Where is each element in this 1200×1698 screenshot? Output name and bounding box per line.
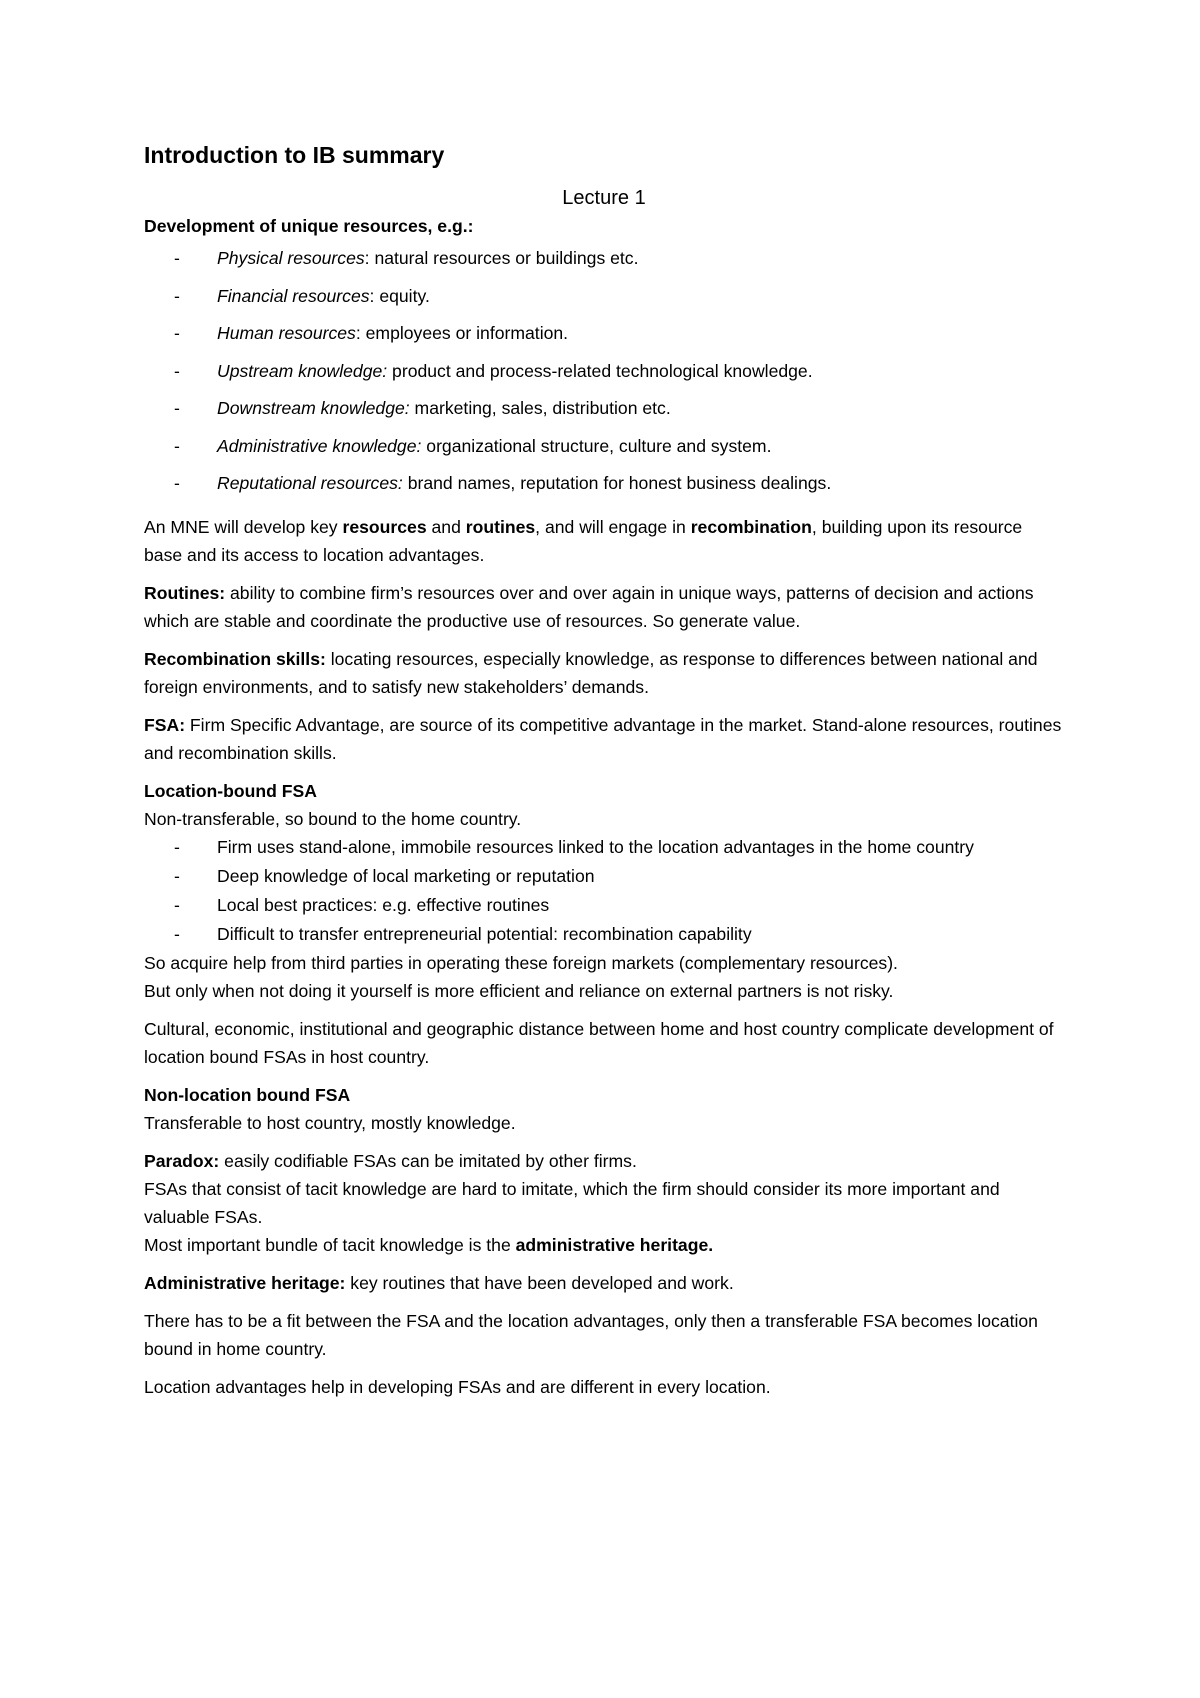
fit-paragraph: There has to be a fit between the FSA and the location advantages, only then a transferable FSA becomes location bound in home country. xyxy=(144,1310,1038,1359)
mne-paragraph: An MNE will develop key resources and routines, and will engage in recombination, building upon its resource base and its access to location advantages. xyxy=(144,516,1023,565)
resource-item: - Reputational resources: brand names, reputation for honest business dealings. xyxy=(144,465,1064,503)
resources-list xyxy=(144,240,1064,503)
cultural-paragraph: Cultural, economic, institutional and geographic distance between home and host country complicate development of location bound FSAs in host country. xyxy=(144,1018,1054,1067)
development-heading: Development of unique resources, e.g.: xyxy=(144,216,474,236)
list-dash: - xyxy=(174,285,180,306)
paradox-line-3: Most important bundle of tacit knowledge is the administrative heritage. xyxy=(144,1234,714,1255)
document-page xyxy=(144,138,1064,1401)
non-location-text: Transferable to host country, mostly knowledge. xyxy=(144,1112,516,1133)
routines-paragraph: Routines: ability to combine firm’s resources over and over again in unique ways, patterns of decision and actions which are stable and coordinate the productive use of resources. So generate value. xyxy=(144,582,1034,631)
location-bound-item: - Deep knowledge of local marketing or reputation xyxy=(144,862,1064,891)
non-location-heading: Non-location bound FSA xyxy=(144,1084,351,1105)
location-bound-after-1: So acquire help from third parties in operating these foreign markets (complementary resources). xyxy=(144,952,898,973)
list-dash: - xyxy=(174,398,180,418)
fsa-paragraph: FSA: Firm Specific Advantage, are source of its competitive advantage in the market. Stand-alone resources, routines and recombination skills. xyxy=(144,714,1062,763)
list-dash: - xyxy=(174,473,180,493)
list-dash: - xyxy=(174,323,180,343)
location-bound-heading: Location-bound FSA xyxy=(144,780,317,801)
location-advantages-paragraph: Location advantages help in developing FSAs and are different in every location. xyxy=(144,1376,771,1397)
location-bound-item: - Firm uses stand-alone, immobile resources linked to the location advantages in the home country xyxy=(144,833,1064,862)
recombination-paragraph: Recombination skills: locating resources, especially knowledge, as response to differences between national and foreign environments, and to satisfy new stakeholders’ demands. xyxy=(144,648,1038,697)
resource-item: - Financial resources: equity. xyxy=(144,278,1064,316)
list-dash: - xyxy=(174,923,180,944)
list-dash: - xyxy=(174,836,180,857)
list-dash: - xyxy=(174,248,180,268)
lecture-heading: Lecture 1 xyxy=(562,187,646,209)
list-dash: - xyxy=(174,435,180,456)
location-bound-after-2: But only when not doing it yourself is more efficient and reliance on external partners is not risky. xyxy=(144,980,894,1001)
paradox-paragraph: Paradox: easily codifiable FSAs can be imitated by other firms. xyxy=(144,1150,637,1171)
resource-item: - Downstream knowledge: marketing, sales, distribution etc. xyxy=(144,390,1064,428)
paradox-line-2: FSAs that consist of tacit knowledge are hard to imitate, which the firm should consider its more important and valuable FSAs. xyxy=(144,1178,1000,1227)
location-bound-item: - Difficult to transfer entrepreneurial potential: recombination capability xyxy=(144,920,1064,949)
document-title: Introduction to IB summary xyxy=(144,142,445,168)
admin-heritage-paragraph: Administrative heritage: key routines that have been developed and work. xyxy=(144,1272,734,1293)
location-bound-item: - Local best practices: e.g. effective routines xyxy=(144,891,1064,920)
list-dash: - xyxy=(174,865,180,886)
list-dash: - xyxy=(174,360,180,381)
location-bound-list xyxy=(144,833,1064,949)
location-bound-intro: Non-transferable, so bound to the home country. xyxy=(144,808,522,829)
list-dash: - xyxy=(174,894,180,915)
resource-item: - Administrative knowledge: organizational structure, culture and system. xyxy=(144,428,1064,466)
resource-item: - Upstream knowledge: product and process-related technological knowledge. xyxy=(144,353,1064,391)
resource-item: - Human resources: employees or information. xyxy=(144,315,1064,353)
resource-item: - Physical resources: natural resources or buildings etc. xyxy=(144,240,1064,278)
